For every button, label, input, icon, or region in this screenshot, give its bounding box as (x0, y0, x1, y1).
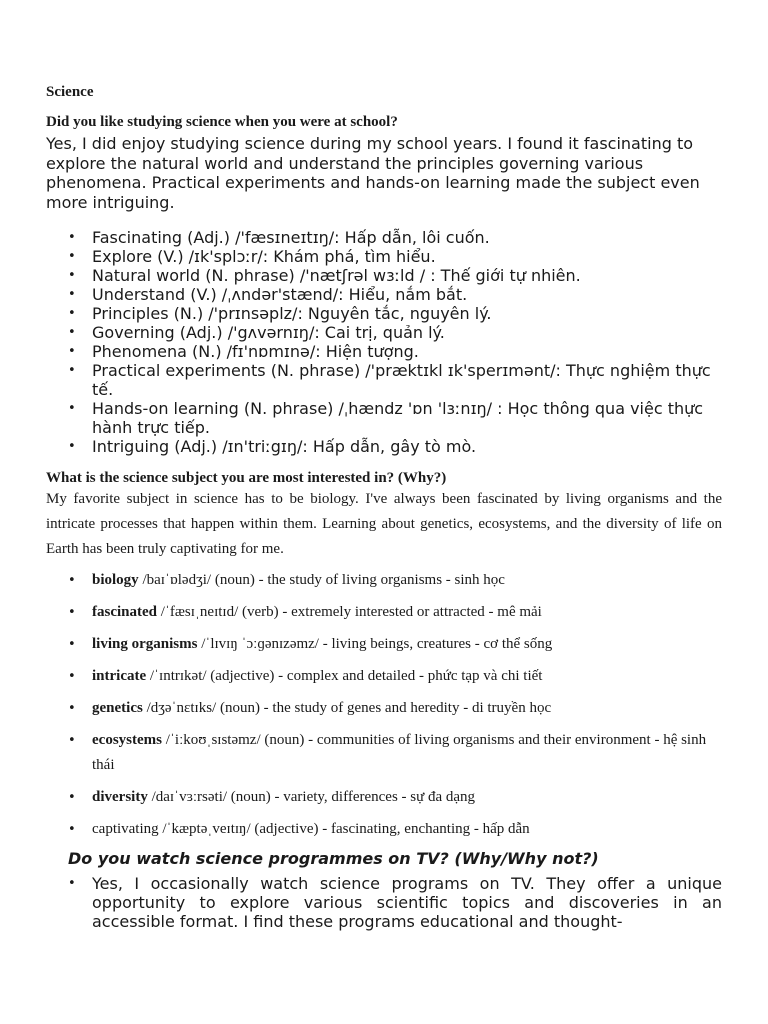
vocab-definition: /baɪˈɒlədʒi/ (noun) - the study of living organisms - sinh học (138, 572, 505, 588)
answer-3-list (46, 874, 722, 931)
vocab-item: • Practical experiments (N. phrase) /'præktɪkl ɪk'sperɪmənt/: Thực nghiệm thực tế. (46, 361, 722, 399)
vocab-term: fascinated (92, 604, 157, 620)
vocab-item: • Explore (V.) /ɪk'splɔːr/: Khám phá, tìm hiểu. (46, 247, 722, 266)
vocab-term: biology (92, 572, 139, 588)
question-1: Did you like studying science when you were at school? (46, 114, 398, 130)
question-3: Do you watch science programmes on TV? (Why/Why not?) (68, 849, 599, 868)
vocab-term: genetics (92, 700, 143, 716)
vocab-item (46, 817, 722, 842)
vocab-item: • Phenomena (N.) /fɪ'nɒmɪnə/: Hiện tượng. (46, 342, 722, 361)
vocab-definition: /ˈiːkoʊˌsɪstəmz/ (noun) - communities of living organisms and their environment - hệ sinh thái (92, 732, 707, 773)
vocab-item: • Understand (V.) /ˌʌndər'stænd/: Hiểu, nắm bắt. (46, 285, 722, 304)
vocab-item (46, 696, 722, 721)
vocab-item (46, 600, 722, 625)
vocab-definition: /ˈlɪvɪŋ ˈɔːɡənɪzəmz/ - living beings, creatures - cơ thể sống (197, 636, 553, 652)
vocab-term: diversity (92, 789, 148, 805)
answer-1: Yes, I did enjoy studying science during my school years. I found it fascinating to explore the natural world and understand the principles governing various phenomena. Practical experiments and hands-on learning made the subject even more intriguing. (46, 134, 700, 212)
vocab-definition: captivating /ˈkæptəˌveɪtɪŋ/ (adjective) - fascinating, enchanting - hấp dẫn (92, 821, 530, 837)
vocab-definition: /dʒəˈnɛtɪks/ (noun) - the study of genes and heredity - di truyền học (142, 700, 552, 716)
answer-2: My favorite subject in science has to be biology. I've always been fascinated by living organisms and the intricate processes that happen within them. Learning about genetics, ecosystems, and the diversity of life on Earth has been truly captivating for me. (46, 491, 722, 557)
vocab-item (46, 632, 722, 657)
answer-3: • Yes, I occasionally watch science programs on TV. They offer a unique opportunity to explore various scientific topics and discoveries in an accessible format. I find these programs educational and thought- (46, 874, 722, 931)
vocab-definition: /daɪˈvɜːrsəti/ (noun) - variety, differences - sự đa dạng (147, 789, 476, 805)
vocab-item (46, 568, 722, 593)
vocab-item: • Hands-on learning (N. phrase) /ˌhændz 'ɒn 'lɜːnɪŋ/ : Học thông qua việc thực hành trực tiếp. (46, 399, 722, 437)
vocab-item: • Governing (Adj.) /'gʌvərnɪŋ/: Cai trị, quản lý. (46, 323, 722, 342)
section-title: Science (46, 84, 94, 100)
question-2: What is the science subject you are most interested in? (Why?) (46, 470, 447, 486)
vocab-item (46, 728, 722, 778)
vocab-term: living organisms (92, 636, 198, 652)
vocab-item: • Fascinating (Adj.) /'fæsɪneɪtɪŋ/: Hấp dẫn, lôi cuốn. (46, 228, 722, 247)
document-page (46, 78, 722, 931)
vocab-list-2 (46, 568, 722, 842)
vocab-term: intricate (92, 668, 147, 684)
vocab-term: ecosystems (92, 732, 162, 748)
vocab-item: • Principles (N.) /'prɪnsəplz/: Nguyên tắc, nguyên lý. (46, 304, 722, 323)
vocab-item (46, 785, 722, 810)
vocab-item: • Intriguing (Adj.) /ɪn'triːgɪŋ/: Hấp dẫn, gây tò mò. (46, 437, 722, 456)
vocab-definition: /ˈɪntrɪkət/ (adjective) - complex and detailed - phức tạp và chi tiết (146, 668, 543, 684)
vocab-item: • Natural world (N. phrase) /'nætʃrəl wɜːld / : Thế giới tự nhiên. (46, 266, 722, 285)
vocab-definition: /ˈfæsɪˌneɪtɪd/ (verb) - extremely interested or attracted - mê mải (157, 604, 542, 620)
vocab-list-1 (46, 228, 722, 456)
vocab-item (46, 664, 722, 689)
